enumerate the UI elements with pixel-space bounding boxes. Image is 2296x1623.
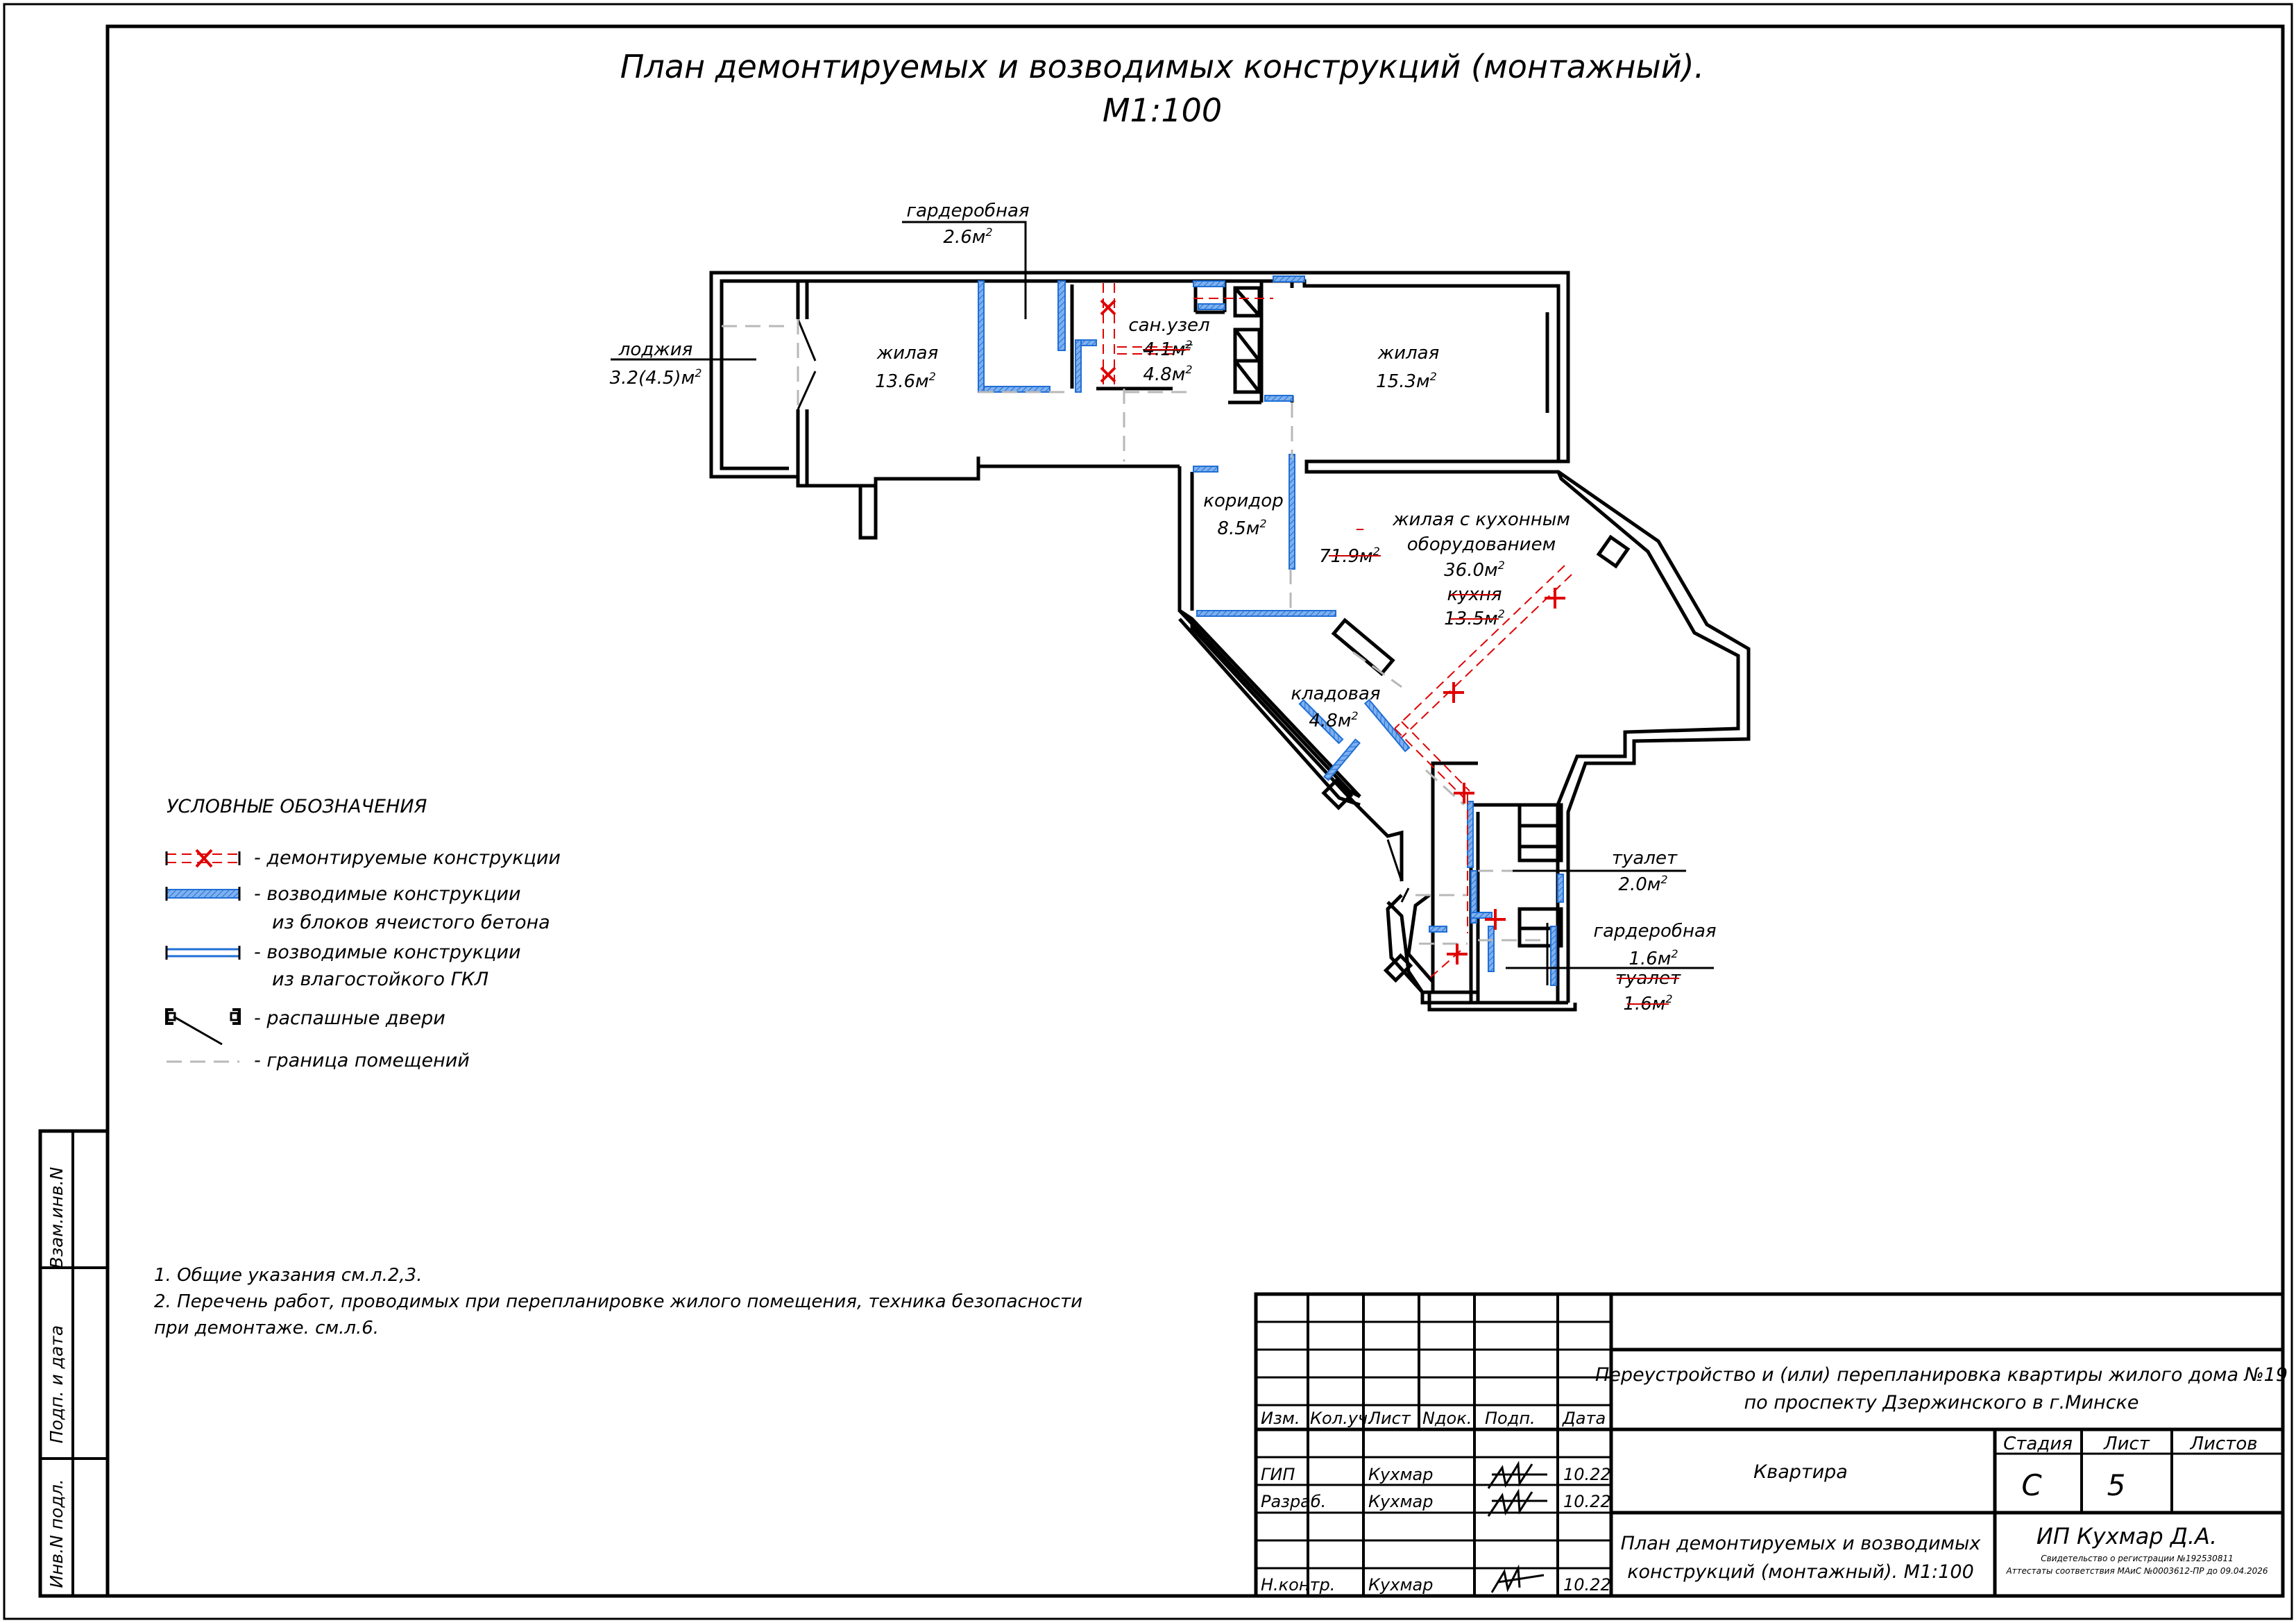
- room-boundaries: [722, 319, 1547, 944]
- tb-sheet-label: Лист: [2104, 1434, 2150, 1454]
- tb-role-gip: ГИП: [1261, 1465, 1295, 1484]
- room-labels: [610, 201, 1717, 1014]
- svg-text:71.9м2: $71.9м^2$: [1319, 545, 1380, 567]
- aerated-block-wall-icon: [167, 887, 239, 901]
- svg-text:13.6м2: $13.6м^2$: [875, 370, 936, 392]
- tb-stage-label: Стадия: [2003, 1434, 2073, 1454]
- svg-text:4.8м2: $4.8м^2$: [1143, 363, 1193, 385]
- svg-text:2.6м2: $2.6м^2$: [943, 226, 993, 248]
- legend: [167, 796, 561, 1071]
- drawing-scale: М1:100: [1102, 92, 1223, 129]
- tb-sheet-title2: конструкций (монтажный). М1:100: [1627, 1561, 1974, 1583]
- tb-project-line2: по проспекту Дзержинского в г.Минске: [1744, 1392, 2139, 1413]
- svg-text:1.6м2: $1.6м^2$: [1623, 992, 1673, 1014]
- room-area-toilet-old: 1.6м: [1623, 994, 1666, 1014]
- room-area-corridor: 8.5м: [1217, 518, 1260, 539]
- room-name-living1: жилая: [876, 343, 939, 364]
- title-block-text: [1261, 1364, 2288, 1595]
- tb-name-norm: Кухмар: [1368, 1575, 1434, 1595]
- tb-company: ИП Кухмар Д.А.: [2036, 1523, 2218, 1549]
- room-name-loggia: лоджия: [618, 339, 693, 360]
- side-stamp: [40, 1131, 108, 1596]
- tb-header-change: Изм.: [1261, 1409, 1300, 1428]
- room-name-wardrobe-top: гардеробная: [906, 201, 1030, 221]
- legend-item-5: - граница помещений: [254, 1050, 470, 1071]
- room-name-storage: кладовая: [1291, 683, 1381, 704]
- svg-text:2.0м2: $2.0м^2$: [1618, 873, 1668, 895]
- note-1: 1. Общие указания см.л.2,3.: [154, 1265, 423, 1286]
- svg-text:15.3м2: $15.3м^2$: [1376, 370, 1437, 392]
- corridor-wall: [1180, 466, 1360, 797]
- legend-item-3: - возводимые конструкции: [254, 942, 521, 963]
- side-stamp-replace: Взам.инв.N: [46, 1166, 67, 1269]
- room-name-living-kitchen-1: жилая с кухонным: [1393, 509, 1570, 530]
- upper-bottom-wall: [798, 466, 1180, 538]
- drywall-wall-icon: [167, 946, 239, 960]
- tb-sheet-value: 5: [2107, 1468, 2126, 1502]
- tb-date-gip: 10.22: [1563, 1465, 1611, 1484]
- room-name-wardrobe-bottom: гардеробная: [1593, 921, 1717, 942]
- side-stamp-inv: Инв.N подл.: [46, 1479, 67, 1588]
- tb-date-norm: 10.22: [1563, 1575, 1611, 1595]
- tb-project-line1: Переустройство и (или) перепланировка квартиры жилого дома №19: [1595, 1364, 2288, 1386]
- tb-header-sheet: Лист: [1368, 1409, 1411, 1428]
- room-area-bathroom-new: 4.8м: [1143, 364, 1186, 385]
- side-stamp-sign-date: Подп. и дата: [46, 1325, 67, 1444]
- room-area-living2: 15.3м: [1376, 371, 1430, 392]
- room-area-wardrobe-bottom: 1.6м: [1629, 949, 1672, 969]
- room-name-kitchen-old: кухня: [1447, 584, 1502, 605]
- legend-item-1: - демонтируемые конструкции: [254, 847, 561, 869]
- room-area-living1: 13.6м: [875, 371, 929, 392]
- room-area-living-kitchen: 36.0м: [1444, 560, 1498, 581]
- svg-text:8.5м2: $8.5м^2$: [1217, 517, 1267, 539]
- tb-sheets-label: Листов: [2190, 1434, 2258, 1454]
- legend-item-2-line2: из блоков ячеистого бетона: [272, 912, 550, 933]
- tb-object: Квартира: [1753, 1461, 1848, 1483]
- room-name-toilet-old: туалет: [1615, 968, 1681, 989]
- note-2: 2. Перечень работ, проводимых при перепланировке жилого помещения, техника безопасности: [154, 1291, 1083, 1312]
- room-name-toilet: туалет: [1611, 848, 1678, 869]
- tb-role-norm: Н.контр.: [1261, 1575, 1336, 1595]
- new-walls: [978, 276, 1563, 985]
- svg-text:4.1м2: $4.1м^2$: [1143, 338, 1193, 360]
- room-area-storage: 4.8м: [1309, 711, 1352, 731]
- tb-header-count: Кол.уч.: [1310, 1409, 1373, 1428]
- room-area-toilet: 2.0м: [1618, 874, 1661, 895]
- old-total-minus: –: [1355, 518, 1365, 539]
- general-notes: [154, 1265, 1082, 1339]
- room-area-loggia: 3.2(4.5)м: [609, 368, 695, 389]
- signature-icon: [1488, 1464, 1547, 1592]
- swing-door-icon: [167, 1010, 239, 1044]
- svg-text:36.0м2: $36.0м^2$: [1444, 559, 1505, 581]
- demolished-wall-icon: [167, 850, 239, 867]
- svg-text:1.6м2: $1.6м^2$: [1629, 947, 1678, 969]
- tb-name-dev: Кухмар: [1368, 1492, 1434, 1511]
- legend-item-3-line2: из влагостойкого ГКЛ: [272, 969, 489, 990]
- room-area-wardrobe-top: 2.6м: [943, 227, 986, 248]
- tb-name-gip: Кухмар: [1368, 1465, 1434, 1484]
- tb-header-doc: Nдок.: [1422, 1409, 1472, 1428]
- legend-item-2: - возводимые конструкции: [254, 883, 521, 905]
- svg-text:3.2(4.5)м2: $3.2(4.5)м^2$: [609, 366, 702, 389]
- tb-sheet-title1: План демонтируемых и возводимых: [1620, 1533, 1981, 1554]
- note-3: при демонтаже. см.л.6.: [154, 1318, 380, 1339]
- room-name-living-kitchen-2: оборудованием: [1406, 534, 1556, 555]
- legend-item-4: - распашные двери: [254, 1008, 445, 1029]
- inner-frame: [108, 26, 2283, 1596]
- tb-cert1: Свидетельство о регистрации №192530811: [2041, 1554, 2234, 1563]
- svg-text:13.5м2: $13.5м^2$: [1444, 607, 1505, 629]
- tb-stage-value: С: [2021, 1468, 2042, 1502]
- room-area-kitchen-old: 13.5м: [1444, 609, 1498, 629]
- room-name-bathroom: сан.узел: [1128, 315, 1210, 336]
- drawing-title: План демонтируемых и возводимых конструкций (монтажный).: [620, 48, 1705, 85]
- tb-header-sign: Подп.: [1485, 1409, 1536, 1428]
- svg-text:4.8м2: $4.8м^2$: [1309, 709, 1359, 731]
- room-area-bathroom-old: 4.1м: [1143, 339, 1186, 360]
- legend-heading: УСЛОВНЫЕ ОБОЗНАЧЕНИЯ: [167, 796, 427, 817]
- tb-role-dev: Разраб.: [1261, 1492, 1327, 1511]
- tb-cert2: Аттестаты соответствия МАиС №0003612-ПР до 09.04.2026: [2006, 1566, 2268, 1576]
- tb-header-date: Дата: [1563, 1409, 1606, 1428]
- tb-date-dev: 10.22: [1563, 1492, 1611, 1511]
- room-name-living2: жилая: [1377, 343, 1440, 364]
- old-total-area: 71.9м: [1319, 546, 1373, 567]
- floor-plan: [711, 273, 1749, 1010]
- loggia-inner: [722, 281, 789, 468]
- loggia-outline: [711, 273, 798, 477]
- room-name-corridor: коридор: [1203, 491, 1284, 511]
